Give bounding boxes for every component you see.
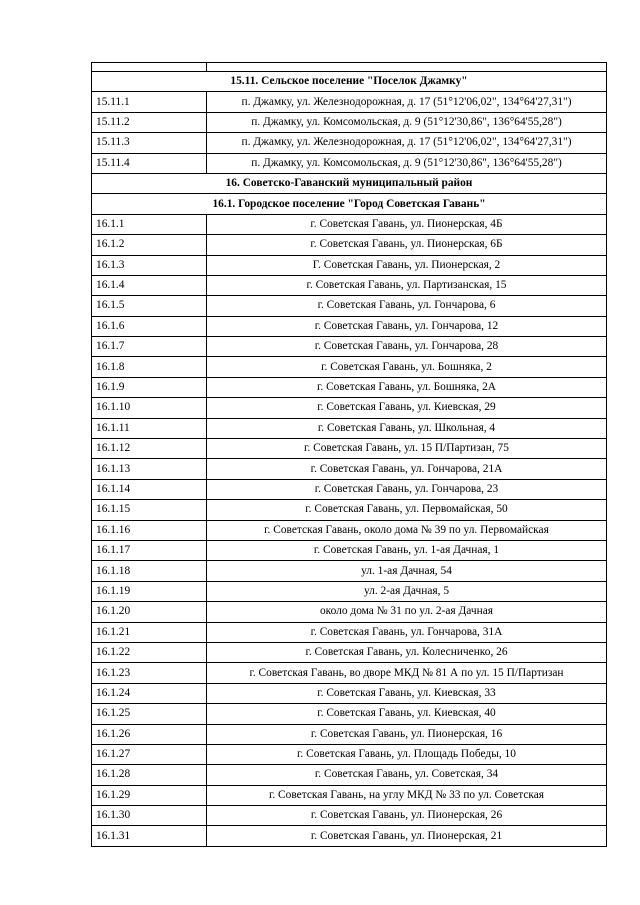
row-address: г. Советская Гавань, ул. Бошняка, 2 (207, 357, 607, 377)
row-number: 16.1.12 (92, 439, 207, 459)
row-address: г. Советская Гавань, ул. Пионерская, 21 (207, 826, 607, 846)
row-address: г. Советская Гавань, ул. Киевская, 29 (207, 398, 607, 418)
row-number: 16.1.9 (92, 377, 207, 397)
table-row (92, 439, 607, 459)
table-row (92, 235, 607, 255)
table-row (92, 418, 607, 438)
table-row (92, 153, 607, 173)
row-address: г. Советская Гавань, ул. Пионерская, 26 (207, 806, 607, 826)
section-row (92, 173, 607, 193)
table-row (92, 133, 607, 153)
row-number: 16.1.18 (92, 561, 207, 581)
row-address: г. Советская Гавань, ул. Пионерская, 6Б (207, 235, 607, 255)
row-address: г. Советская Гавань, ул. Гончарова, 12 (207, 316, 607, 336)
section-row (92, 72, 607, 92)
row-address: г. Советская Гавань, ул. 15 П/Партизан, 75 (207, 439, 607, 459)
table-top-spacer-row (92, 63, 607, 72)
row-address: п. Джамку, ул. Комсомольская, д. 9 (51°12'30,86", 136°64'55,28") (207, 112, 607, 132)
row-address: г. Советская Гавань, ул. Гончарова, 31А (207, 622, 607, 642)
row-address: г. Советская Гавань, во дворе МКД № 81 А по ул. 15 П/Партизан (207, 663, 607, 683)
table-row (92, 296, 607, 316)
table-row (92, 479, 607, 499)
table-row (92, 520, 607, 540)
address-table-body (92, 63, 607, 847)
row-number: 16.1.16 (92, 520, 207, 540)
row-address: г. Советская Гавань, ул. Пионерская, 4Б (207, 214, 607, 234)
row-number: 16.1.31 (92, 826, 207, 846)
table-row (92, 561, 607, 581)
row-number: 16.1.6 (92, 316, 207, 336)
row-address: п. Джамку, ул. Комсомольская, д. 9 (51°12'30,86", 136°64'55,28") (207, 153, 607, 173)
table-row (92, 255, 607, 275)
table-row (92, 316, 607, 336)
table-row (92, 683, 607, 703)
section-heading-16: 16. Советско-Гаванский муниципальный район (92, 173, 607, 193)
row-number: 16.1.25 (92, 704, 207, 724)
row-address: г. Советская Гавань, ул. Советская, 34 (207, 765, 607, 785)
section-row (92, 194, 607, 214)
row-number: 16.1.26 (92, 724, 207, 744)
row-address: г. Советская Гавань, ул. Киевская, 33 (207, 683, 607, 703)
table-row (92, 377, 607, 397)
table-row (92, 92, 607, 112)
row-address: г. Советская Гавань, ул. Гончарова, 28 (207, 337, 607, 357)
row-address: ул. 2-ая Дачная, 5 (207, 581, 607, 601)
row-number: 16.1.5 (92, 296, 207, 316)
row-number: 16.1.29 (92, 785, 207, 805)
row-number: 16.1.23 (92, 663, 207, 683)
spacer-cell (207, 63, 607, 72)
row-number: 16.1.3 (92, 255, 207, 275)
row-number: 16.1.21 (92, 622, 207, 642)
row-number: 16.1.4 (92, 275, 207, 295)
row-number: 16.1.1 (92, 214, 207, 234)
row-number: 16.1.19 (92, 581, 207, 601)
row-number: 16.1.20 (92, 602, 207, 622)
row-number: 16.1.10 (92, 398, 207, 418)
table-row (92, 663, 607, 683)
row-address: г. Советская Гавань, ул. Первомайская, 50 (207, 500, 607, 520)
row-number: 16.1.30 (92, 806, 207, 826)
table-row (92, 398, 607, 418)
row-number: 16.1.28 (92, 765, 207, 785)
row-address: г. Советская Гавань, около дома № 39 по ул. Первомайская (207, 520, 607, 540)
row-number: 15.11.4 (92, 153, 207, 173)
row-address: г. Советская Гавань, ул. 1-ая Дачная, 1 (207, 540, 607, 560)
table-row (92, 540, 607, 560)
table-row (92, 826, 607, 846)
row-number: 16.1.2 (92, 235, 207, 255)
table-row (92, 581, 607, 601)
row-number: 16.1.27 (92, 744, 207, 764)
section-heading-15-11: 15.11. Сельское поселение "Поселок Джамку" (92, 72, 607, 92)
row-address: около дома № 31 по ул. 2-ая Дачная (207, 602, 607, 622)
row-address: г. Советская Гавань, ул. Гончарова, 21А (207, 459, 607, 479)
table-row (92, 337, 607, 357)
table-row (92, 112, 607, 132)
row-number: 16.1.8 (92, 357, 207, 377)
row-address: г. Советская Гавань, ул. Киевская, 40 (207, 704, 607, 724)
row-number: 15.11.3 (92, 133, 207, 153)
row-address: г. Советская Гавань, ул. Площадь Победы, 10 (207, 744, 607, 764)
table-row (92, 806, 607, 826)
row-address: п. Джамку, ул. Железнодорожная, д. 17 (51°12'06,02", 134°64'27,31") (207, 133, 607, 153)
table-row (92, 785, 607, 805)
table-row (92, 459, 607, 479)
row-address: г. Советская Гавань, ул. Партизанская, 15 (207, 275, 607, 295)
row-address: г. Советская Гавань, ул. Бошняка, 2А (207, 377, 607, 397)
row-number: 15.11.1 (92, 92, 207, 112)
row-address: г. Советская Гавань, ул. Гончарова, 23 (207, 479, 607, 499)
row-address: г. Советская Гавань, на углу МКД № 33 по ул. Советская (207, 785, 607, 805)
row-address: п. Джамку, ул. Железнодорожная, д. 17 (51°12'06,02", 134°64'27,31") (207, 92, 607, 112)
row-address: г. Советская Гавань, ул. Колесниченко, 26 (207, 642, 607, 662)
row-number: 16.1.24 (92, 683, 207, 703)
table-row (92, 275, 607, 295)
row-number: 16.1.11 (92, 418, 207, 438)
section-heading-16-1: 16.1. Городское поселение "Город Советская Гавань" (92, 194, 607, 214)
row-number: 16.1.15 (92, 500, 207, 520)
table-row (92, 602, 607, 622)
row-number: 15.11.2 (92, 112, 207, 132)
table-row (92, 622, 607, 642)
table-row (92, 642, 607, 662)
table-row (92, 500, 607, 520)
table-row (92, 724, 607, 744)
row-address: г. Советская Гавань, ул. Пионерская, 16 (207, 724, 607, 744)
row-number: 16.1.22 (92, 642, 207, 662)
row-number: 16.1.17 (92, 540, 207, 560)
table-row (92, 704, 607, 724)
address-table (91, 62, 607, 847)
row-address: Г. Советская Гавань, ул. Пионерская, 2 (207, 255, 607, 275)
table-row (92, 765, 607, 785)
table-row (92, 744, 607, 764)
table-row (92, 214, 607, 234)
row-address: г. Советская Гавань, ул. Школьная, 4 (207, 418, 607, 438)
row-address: ул. 1-ая Дачная, 54 (207, 561, 607, 581)
spacer-cell (92, 63, 207, 72)
row-address: г. Советская Гавань, ул. Гончарова, 6 (207, 296, 607, 316)
row-number: 16.1.14 (92, 479, 207, 499)
row-number: 16.1.13 (92, 459, 207, 479)
row-number: 16.1.7 (92, 337, 207, 357)
table-row (92, 357, 607, 377)
